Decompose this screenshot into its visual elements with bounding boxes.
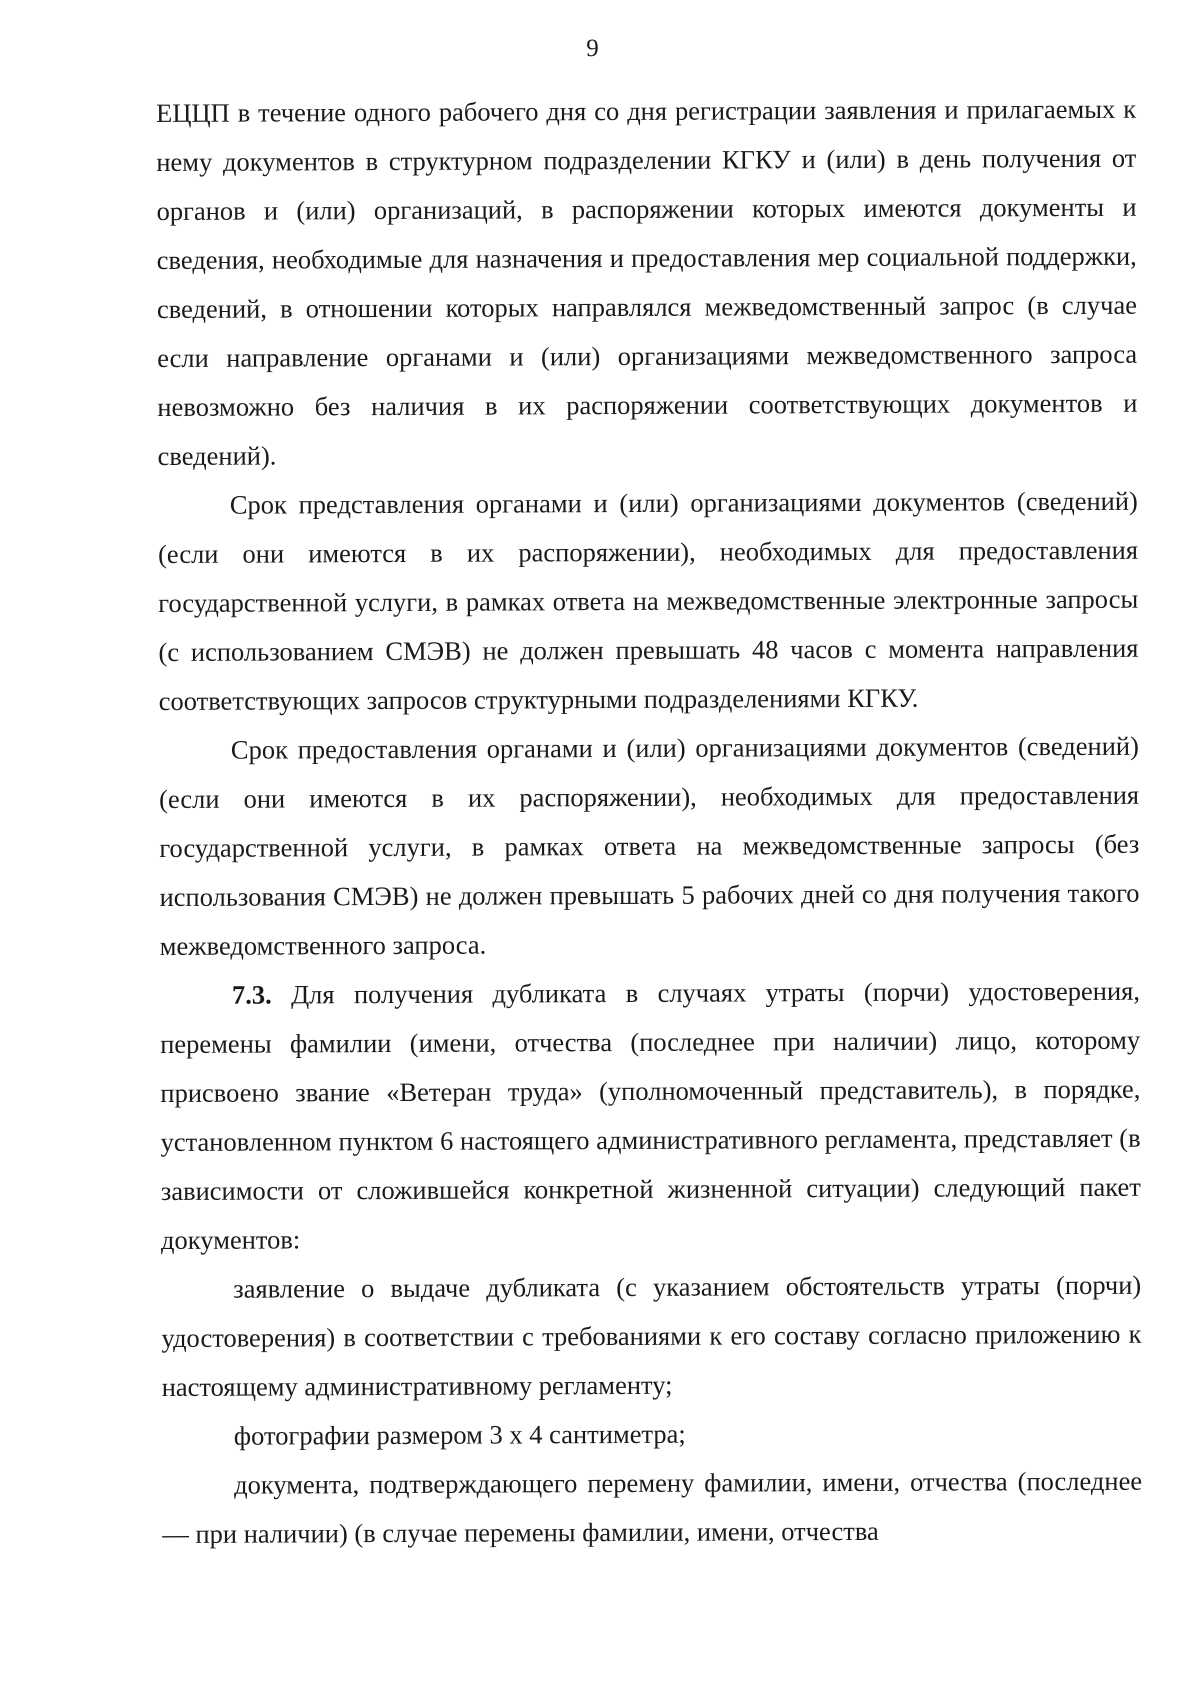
paragraph-1-text: ЕЦЦП в течение одного рабочего дня со дня регистрации заявления и прилагаемых к нему документов в структурном подразделении КГКУ и (или) в день получения от органов и (или) организаций, в распоряжении которых имеются документы и сведения, необходимые для назначения и предоставления мер социальной поддержки, сведений, в отношении которых направлялся межведомственный запрос (в случае если направление органами и (или) организациями межведомственного запроса невозможно без наличия в их распоряжении соответствующих документов и сведений). bbox=[156, 93, 1138, 471]
paragraph-7-text: документа, подтверждающего перемену фамилии, имени, отчества (последнее — при наличии) (в случае перемены фамилии, имени, отчества bbox=[162, 1465, 1143, 1549]
paragraph-3 bbox=[159, 722, 1140, 971]
paragraph-4 bbox=[160, 967, 1141, 1265]
paragraph-6 bbox=[162, 1408, 1142, 1461]
document-body bbox=[156, 85, 1142, 1559]
paragraph-4-number: 7.3. bbox=[231, 979, 272, 1010]
paragraph-1 bbox=[156, 85, 1138, 481]
paragraph-4-text: Для получения дубликата в случаях утраты (порчи) удостоверения, перемены фамилии (имени, отчества (последнее при наличии) лицо, которому присвоено звание «Ветеран труда» (уполномоченный представитель), в порядке, установленном пунктом 6 настоящего административного регламента, представляет (в зависимости от сложившейся конкретной жизненной ситуации) следующий пакет документов: bbox=[160, 975, 1141, 1255]
paragraph-2-text: Срок представления органами и (или) организациями документов (сведений) (если они имеются в их распоряжении), необходимых для предоставления государственной услуги, в рамках ответа на межведомственные электронные запросы (с использованием СМЭВ) не должен превышать 48 часов с момента направления соответствующих запросов структурными подразделениями КГКУ. bbox=[157, 485, 1139, 716]
paragraph-6-text: фотографии размером 3 х 4 сантиметра; bbox=[233, 1418, 686, 1451]
paragraph-3-text: Срок предоставления органами и (или) организациями документов (сведений) (если они имеются в их распоряжении), необходимых для предоставления государственной услуги, в рамках ответа на межведомственные запросы (без использования СМЭВ) не должен превышать 5 рабочих дней со дня получения такого межведомственного запроса. bbox=[159, 730, 1140, 961]
paragraph-5 bbox=[161, 1261, 1142, 1412]
paragraph-7 bbox=[162, 1457, 1142, 1559]
paragraph-5-text: заявление о выдаче дубликата (с указанием обстоятельств утраты (порчи) удостоверения) в соответствии с требованиями к его составу согласно приложению к настоящему административному регламенту; bbox=[161, 1269, 1142, 1402]
page-number: 9 bbox=[586, 35, 599, 62]
paragraph-2 bbox=[158, 477, 1139, 726]
